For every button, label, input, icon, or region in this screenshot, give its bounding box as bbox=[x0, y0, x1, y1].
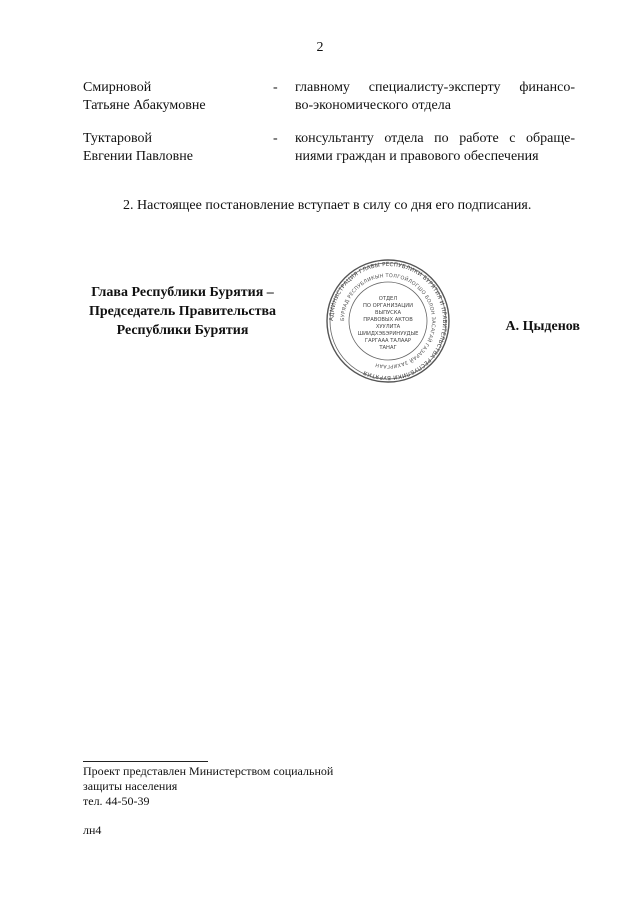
seal-center-line: ОТДЕЛ bbox=[378, 296, 398, 302]
document-code: лн4 bbox=[83, 823, 102, 837]
assignee-role-line: во-экономического отдела bbox=[295, 98, 451, 113]
seal-inner-text: БУРЯАД РЕСПУБЛИКЫН ТОЛГОЙЛОГШО БОЛОН ЗАСАГАЙ ГАЗАРАЙ ЗАХИРГААН bbox=[339, 272, 437, 370]
seal-center-line: ШИИДХЭБЭРИНУУДЫЕ bbox=[357, 331, 419, 337]
official-seal bbox=[325, 258, 451, 384]
assignee-name-line: Смирновой bbox=[83, 80, 152, 95]
dash: - bbox=[273, 80, 278, 95]
signatory-position-line: Председатель Правительства bbox=[88, 304, 277, 319]
seal-center-line: ХУУЛИТА bbox=[375, 324, 401, 330]
page-number: 2 bbox=[316, 40, 324, 55]
signatory-name: А. Цыденов bbox=[505, 319, 580, 334]
signatory-position-line: Глава Республики Бурятия – bbox=[91, 285, 274, 300]
seal-center-line: ГАРГААА ТАЛААР bbox=[364, 338, 412, 344]
assignee-role bbox=[295, 130, 575, 166]
signatory-position bbox=[70, 283, 295, 340]
assignee-name-line: Татьяне Абакумовне bbox=[83, 98, 206, 113]
dash: - bbox=[273, 131, 278, 146]
seal-center-line: ВЫПУСКА bbox=[374, 310, 402, 316]
assignee-name-line: Туктаровой bbox=[83, 131, 152, 146]
seal-outer-text: АДМИНИСТРАЦИЯ ГЛАВЫ РЕСПУБЛИКИ БУРЯТИЯ И ПРАВИТЕЛЬСТВА РЕСПУБЛИКИ БУРЯТИЯ bbox=[328, 261, 448, 381]
assignee-role-line: консультанту отдела по работе с обраще- bbox=[295, 131, 575, 146]
signatory-position-line: Республики Бурятия bbox=[116, 323, 249, 338]
assignee-role-line: ниями граждан и правового обеспечения bbox=[295, 149, 539, 164]
seal-graphic bbox=[325, 258, 451, 384]
footer-line: Проект представлен Министерством социальной bbox=[83, 764, 334, 778]
effective-date-paragraph: 2. Настоящее постановление вступает в силу со дня его подписания. bbox=[123, 198, 532, 213]
footer-line: защиты населения bbox=[83, 779, 178, 793]
seal-center-line: ПРАВОВЫХ АКТОВ bbox=[363, 317, 413, 323]
assignee-name bbox=[83, 130, 263, 166]
assignee-role-line: главному специалисту-эксперту финансо- bbox=[295, 80, 575, 95]
footer-note bbox=[83, 764, 383, 809]
assignee-role bbox=[295, 79, 575, 115]
assignee-name-line: Евгении Павловне bbox=[83, 149, 193, 164]
footer-line: тел. 44-50-39 bbox=[83, 794, 150, 808]
seal-center-line: ТАНАГ bbox=[379, 345, 397, 351]
footer-divider bbox=[83, 761, 208, 762]
assignee-name bbox=[83, 79, 263, 115]
seal-center-line: ПО ОРГАНИЗАЦИИ bbox=[362, 303, 414, 309]
